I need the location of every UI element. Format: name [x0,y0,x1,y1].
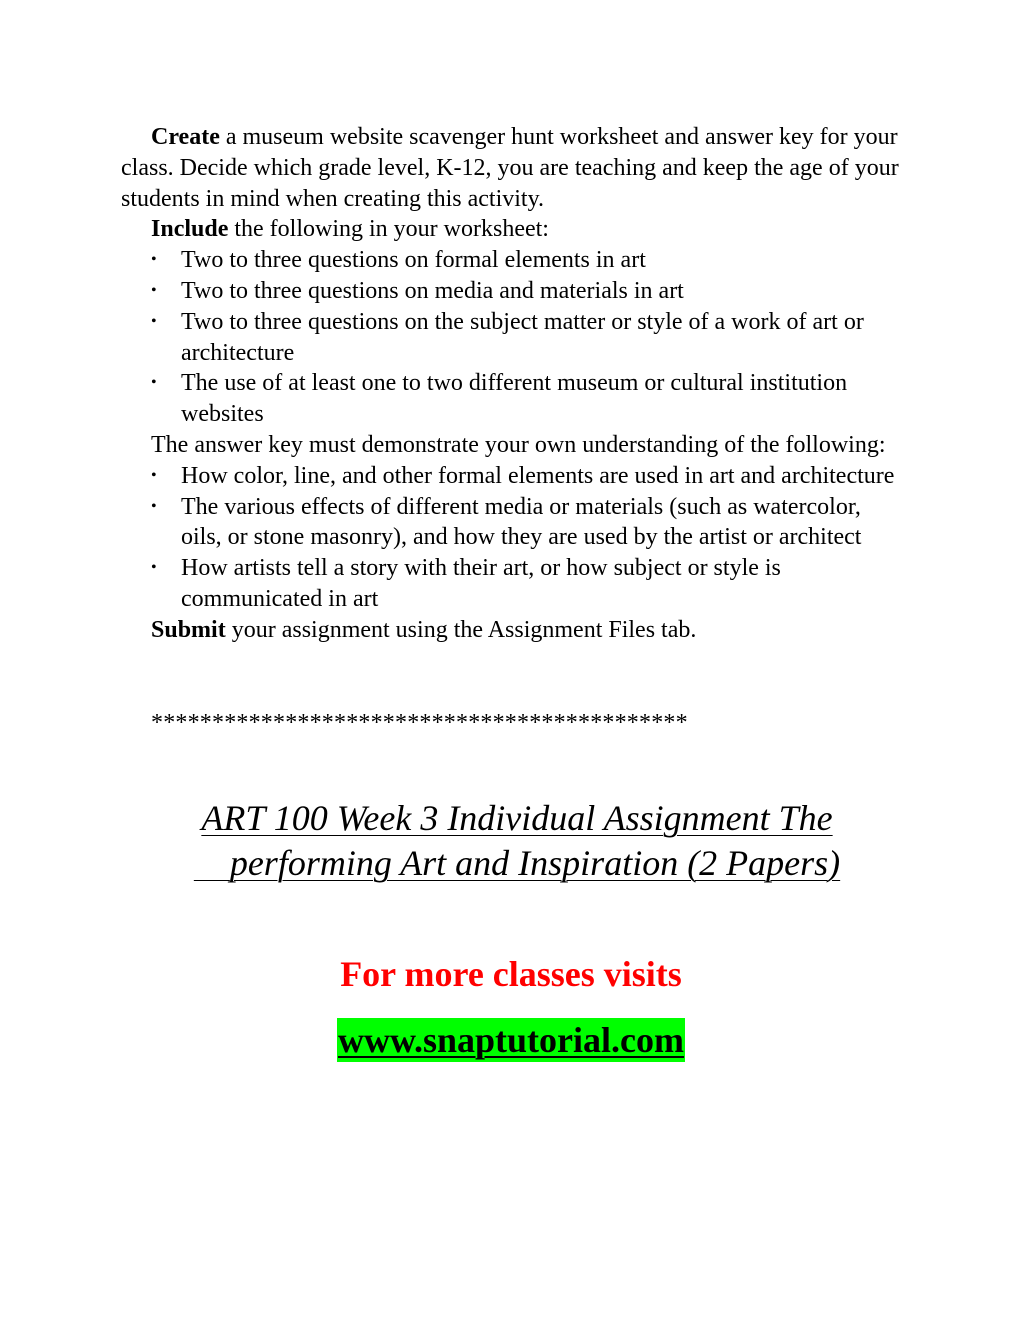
list-item: • Two to three questions on the subject matter or style of a work of art or architecture [181,307,901,369]
include-text: the following in your worksheet: [228,216,549,243]
list-item: • Two to three questions on media and materials in art [181,276,901,307]
separator-line: ******************************************** [151,709,688,736]
list-item: • How color, line, and other formal elements are used in art and architecture [181,461,901,492]
website-link[interactable]: www.snaptutorial.com [337,1019,684,1060]
list-item: • Two to three questions on formal elements in art [181,245,901,276]
submit-paragraph [121,615,901,646]
submit-keyword: Submit [151,616,226,643]
assignment-title-line2: performing Art and Inspiration (2 Papers) [229,842,841,883]
include-keyword: Include [151,216,229,243]
worksheet-requirements-list [121,245,901,430]
intro-paragraph [121,122,901,214]
assignment-title-link[interactable] [121,796,901,886]
answer-key-list [121,461,901,615]
include-paragraph [121,214,901,245]
document-page [121,122,901,1062]
submit-text: your assignment using the Assignment Files tab. [225,616,697,643]
list-item: • How artists tell a story with their art, or how subject or style is communicated in art [181,553,901,615]
assignment-title-line1: ART 100 Week 3 Individual Assignment The [201,797,833,838]
create-keyword: Create [151,124,220,150]
website-container [121,1018,901,1062]
promo-text: For more classes visits [340,953,682,994]
list-item: • The use of at least one to two different museum or cultural institution websites [181,368,901,430]
intro-text: a museum website scavenger hunt worksheet and answer key for your class. Decide which grade level, K-12, you are teaching and keep the age of your students in mind when creating this activity. [121,124,899,212]
list-item: • The various effects of different media or materials (such as watercolor, oils, or stone masonry), and how they are used by the artist or architect [181,492,901,554]
answer-key-intro: The answer key must demonstrate your own understanding of the following: [151,431,886,458]
